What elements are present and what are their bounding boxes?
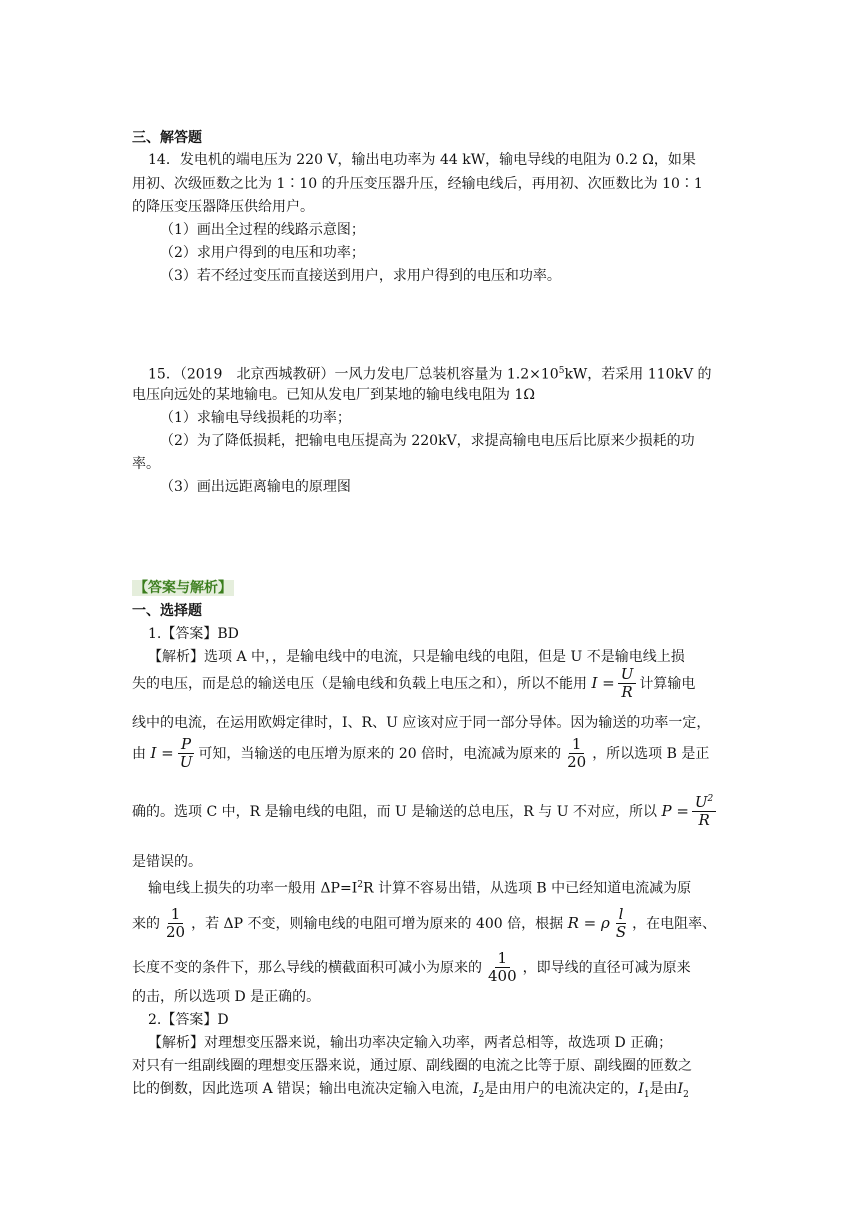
analysis-2-line-3-text: 比的倒数，因此选项 A 错误；输出电流决定输入电流， xyxy=(132,1081,474,1097)
fraction-numerator: 1 xyxy=(495,950,511,968)
q15-subquestion-2-cont: 率。 xyxy=(132,456,160,472)
analysis-1-line-2-text: 失的电压，而是总的输送电压（是输电线和负载上电压之和），所以不能用 xyxy=(132,675,587,692)
q15-line-2: 电压向远处的某地输电。已知从发电厂到某地的输电线电阻为 1Ω xyxy=(132,387,535,403)
symbol-i2: I xyxy=(473,1081,479,1097)
formula-current-fraction xyxy=(177,736,196,772)
q15-subquestion-1: （1）求输电导线损耗的功率； xyxy=(160,410,351,426)
analysis-1-line-7 xyxy=(148,875,691,899)
formula-power-denominator: R xyxy=(698,811,710,830)
formula-ohm-denominator: R xyxy=(621,683,633,702)
symbol-i1-subscript: 1 xyxy=(643,1089,650,1100)
analysis-1-line-4-text-end: ，所以选项 B 是正 xyxy=(592,745,710,762)
analysis-2-line-1: 【解析】对理想变压器来说，输出功率决定输入功率，两者总相等，故选项 D 正确； xyxy=(148,1035,673,1051)
section-heading-multiple-choice: 一、选择题 xyxy=(132,603,202,619)
analysis-1-line-5-text: 确的。选项 C 中，R 是输电线的电阻，而 U 是输送的总电压，R 与 U 不对应，所以 xyxy=(132,803,657,820)
formula-power-fraction xyxy=(692,794,716,830)
analysis-1-line-8-text-mid: ，若 ΔP 不变，则输电线的电阻可增为原来的 400 倍，根据 xyxy=(191,915,564,932)
analysis-1-line-4-text-mid: 可知，当输送的电压增为原来的 20 倍时，电流减为原来的 xyxy=(198,745,562,762)
formula-resistance-numerator: l xyxy=(616,906,627,924)
formula-power-numerator-base: U xyxy=(694,793,708,811)
fraction-one-twentieth-2 xyxy=(163,906,188,942)
formula-resistance-denominator: S xyxy=(615,923,627,942)
q14-line-3: 的降压变压器降压供给用户。 xyxy=(132,199,314,215)
formula-power-exponent: 2 xyxy=(707,794,714,804)
answer-1: 1.【答案】BD xyxy=(148,626,239,642)
analysis-1-line-9-text-end: ，即导线的直径可减为原来 xyxy=(522,959,691,976)
analysis-1-line-3: 线中的电流，在运用欧姆定律时，I、R、U 应该对应于同一部分导体。因为输送的功率一定， xyxy=(132,715,711,731)
q15-exponent: 5 xyxy=(558,366,565,376)
analysis-1-line-2-text-end: 计算输电 xyxy=(639,675,696,692)
q15-line-1-text: 15．（2019 北京西城教研）一风力发电厂总装机容量为 1.2×10 xyxy=(148,366,559,383)
formula-ohm-numerator: U xyxy=(618,666,637,684)
fraction-denominator: 20 xyxy=(567,753,587,772)
answers-heading-label: 【答案与解析】 xyxy=(134,580,232,596)
fraction-denominator: 400 xyxy=(488,967,517,986)
fraction-one-four-hundredth xyxy=(485,950,520,986)
answer-2: 2.【答案】D xyxy=(148,1012,229,1028)
q14-subquestion-3: （3）若不经过变压而直接送到用户，求用户得到的电压和功率。 xyxy=(160,268,561,284)
analysis-1-line-4 xyxy=(132,736,709,772)
fraction-denominator: 20 xyxy=(166,923,186,942)
formula-ohm-lhs: I = xyxy=(591,673,615,692)
symbol-i2-second: I xyxy=(677,1081,684,1097)
analysis-2-line-3-text-end: 是由 xyxy=(649,1081,678,1097)
q14-subquestion-1: （1）画出全过程的线路示意图； xyxy=(160,222,365,238)
section-heading-answer-questions: 三、解答题 xyxy=(132,130,202,146)
fraction-numerator: 1 xyxy=(168,906,184,924)
q14-line-2: 用初、次级匝数之比为 1∶10 的升压变压器升压，经输电线后，再用初、次匝数比为 10∶1 xyxy=(132,176,703,192)
analysis-1-line-1: 【解析】选项 A 中，，是输电线中的电流，只是输电线的电阻，但是 U 不是输电线上损 xyxy=(148,649,685,665)
analysis-1-line-4-text: 由 xyxy=(132,745,146,762)
analysis-1-line-6: 是错误的。 xyxy=(132,854,202,870)
formula-power-numerator xyxy=(692,794,716,812)
analysis-1-line-8-text: 来的 xyxy=(132,915,160,932)
q14-line-1: 14．发电机的端电压为 220 V，输出电功率为 44 kW，输电导线的电阻为 0.2 Ω，如果 xyxy=(148,152,696,168)
analysis-1-line-7-exponent: 2 xyxy=(357,880,363,890)
analysis-1-line-8-text-end: ，在电阻率、 xyxy=(632,915,717,932)
formula-current-denominator: U xyxy=(179,753,193,772)
analysis-1-line-2 xyxy=(132,666,695,702)
q15-subquestion-3: （3）画出远距离输电的原理图 xyxy=(160,479,351,495)
q14-subquestion-2: （2）求用户得到的电压和功率； xyxy=(160,245,365,261)
analysis-1-line-9 xyxy=(132,950,691,986)
symbol-i1: I xyxy=(638,1081,644,1097)
analysis-1-line-5 xyxy=(132,794,719,830)
answers-heading xyxy=(132,578,234,598)
formula-resistance-lhs: R = ρ xyxy=(567,913,610,932)
fraction-one-twentieth xyxy=(564,736,589,772)
formula-current-numerator: P xyxy=(178,736,194,754)
analysis-1-line-9-text: 长度不变的条件下，那么导线的横截面积可减小为原来的 xyxy=(132,959,482,976)
analysis-1-line-10: 的击，所以选项 D 是正确的。 xyxy=(132,989,321,1005)
formula-power-lhs: P = xyxy=(661,801,689,820)
formula-ohm-fraction xyxy=(618,666,637,702)
analysis-2-line-3-text-mid: 是由用户的电流决定的， xyxy=(484,1081,639,1097)
q15-line-1 xyxy=(148,361,712,385)
q15-line-1-text-end: kW，若采用 110kV 的 xyxy=(564,366,712,383)
fraction-numerator: 1 xyxy=(569,736,585,754)
formula-current-lhs: I = xyxy=(150,743,174,762)
analysis-1-line-7-text: 输电线上损失的功率一般用 ΔP=I xyxy=(148,880,358,897)
q15-subquestion-2: （2）为了降低损耗，把输电电压提高为 220kV，求提高输电电压后比原来少损耗的功 xyxy=(160,433,695,449)
analysis-2-line-2: 对只有一组副线圈的理想变压器来说，通过原、副线圈的电流之比等于原、副线圈的匝数之 xyxy=(132,1058,692,1074)
symbol-i2-subscript: 2 xyxy=(478,1089,485,1100)
formula-resistance-fraction xyxy=(613,906,629,942)
analysis-2-line-3 xyxy=(132,1079,689,1105)
analysis-1-line-8 xyxy=(132,906,716,942)
analysis-1-line-7-text-end: R 计算不容易出错，从选项 B 中已经知道电流减为原 xyxy=(362,880,692,897)
symbol-i2-second-subscript: 2 xyxy=(683,1089,689,1100)
